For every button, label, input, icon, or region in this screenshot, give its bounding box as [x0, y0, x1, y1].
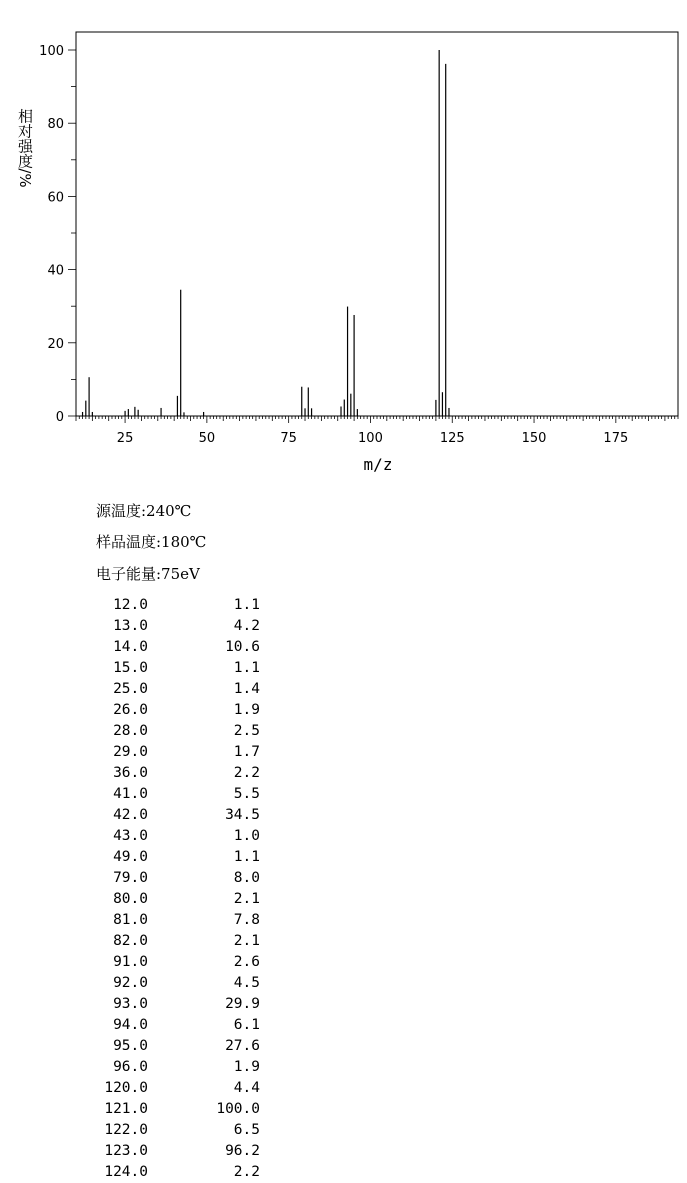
peak-abundance: 1.9 [233, 1059, 260, 1075]
peak-mz: 49.0 [113, 849, 148, 865]
peak-mz: 42.0 [113, 807, 148, 823]
peak-abundance: 1.1 [233, 597, 260, 613]
peak-abundance: 1.0 [233, 828, 260, 844]
table-row [90, 1162, 290, 1183]
peak-mz: 91.0 [113, 954, 148, 970]
peak-mz: 25.0 [113, 681, 148, 697]
peak-abundance: 2.1 [233, 891, 260, 907]
x-tick-label: 25 [116, 431, 134, 446]
peak-mz: 14.0 [113, 639, 148, 655]
table-row [90, 721, 290, 742]
y-tick-label: 100 [39, 44, 64, 59]
table-row [90, 1099, 290, 1120]
peak-abundance: 27.6 [225, 1038, 260, 1054]
y-tick-label: 60 [47, 190, 64, 206]
peak-mz: 41.0 [113, 786, 148, 802]
peak-abundance: 4.5 [233, 975, 260, 991]
peak-abundance: 2.2 [233, 765, 260, 781]
table-row [90, 637, 290, 658]
peak-mz: 123.0 [104, 1143, 148, 1159]
peak-mz: 29.0 [113, 744, 148, 760]
table-row [90, 1036, 290, 1057]
peak-abundance: 2.6 [233, 954, 260, 970]
y-tick-label: 0 [55, 410, 64, 425]
peak-mz: 124.0 [104, 1164, 148, 1180]
peak-abundance: 2.5 [233, 723, 260, 739]
table-row [90, 658, 290, 679]
x-tick-label: 100 [358, 431, 383, 446]
peak-abundance: 1.4 [233, 681, 260, 697]
table-row [90, 868, 290, 889]
table-row [90, 595, 290, 616]
peak-mz: 82.0 [113, 933, 148, 949]
peak-mz: 12.0 [113, 597, 148, 613]
electron-energy: 电子能量:75eV [96, 565, 200, 583]
peak-abundance: 8.0 [233, 870, 260, 886]
x-tick-label: 75 [280, 431, 297, 446]
peak-mz: 80.0 [113, 891, 148, 907]
y-tick-label: 20 [47, 336, 64, 352]
peak-abundance: 6.5 [233, 1122, 260, 1138]
peak-abundance: 96.2 [225, 1143, 260, 1159]
table-row [90, 763, 290, 784]
table-row [90, 1057, 290, 1078]
table-row [90, 931, 290, 952]
peak-abundance: 100.0 [216, 1101, 260, 1117]
peak-abundance: 5.5 [233, 786, 260, 802]
peak-mz: 26.0 [113, 702, 148, 718]
peak-abundance: 1.1 [233, 849, 260, 865]
peak-table [90, 595, 290, 1183]
table-row [90, 784, 290, 805]
y-tick-label: 40 [47, 263, 64, 279]
plot-frame [76, 32, 678, 416]
table-row [90, 679, 290, 700]
x-axis-label: m/z [363, 455, 393, 474]
y-axis-label: 相对强度/% [16, 108, 34, 188]
peak-mz: 28.0 [113, 723, 148, 739]
peak-mz: 120.0 [104, 1080, 148, 1096]
table-row [90, 616, 290, 637]
sample-temperature: 样品温度:180℃ [96, 533, 207, 551]
peak-abundance: 7.8 [233, 912, 260, 928]
peak-mz: 92.0 [113, 975, 148, 991]
peak-abundance: 29.9 [225, 996, 260, 1012]
table-row [90, 700, 290, 721]
peak-mz: 122.0 [104, 1122, 148, 1138]
peak-abundance: 1.1 [233, 660, 260, 676]
peak-mz: 93.0 [113, 996, 148, 1012]
peak-abundance: 1.9 [233, 702, 260, 718]
peak-abundance: 34.5 [225, 807, 260, 823]
peak-mz: 81.0 [113, 912, 148, 928]
table-row [90, 973, 290, 994]
peak-mz: 95.0 [113, 1038, 148, 1054]
table-row [90, 826, 290, 847]
table-row [90, 889, 290, 910]
table-row [90, 1141, 290, 1162]
x-tick-label: 150 [521, 431, 547, 446]
x-tick-label: 50 [198, 431, 216, 446]
table-row [90, 1015, 290, 1036]
table-row [90, 1078, 290, 1099]
table-row [90, 910, 290, 931]
peak-abundance: 4.2 [233, 618, 260, 634]
x-tick-label: 125 [439, 431, 465, 446]
mass-spectrum-chart [0, 0, 687, 480]
peak-abundance: 4.4 [233, 1080, 260, 1096]
table-row [90, 952, 290, 973]
peak-abundance: 10.6 [225, 639, 260, 655]
table-row [90, 742, 290, 763]
peak-mz: 96.0 [113, 1059, 148, 1075]
peak-mz: 94.0 [113, 1017, 148, 1033]
y-tick-label: 80 [47, 117, 64, 133]
table-row [90, 994, 290, 1015]
peak-abundance: 1.7 [233, 744, 260, 760]
peak-abundance: 2.2 [233, 1164, 260, 1180]
x-tick-label: 175 [603, 431, 629, 446]
peak-mz: 43.0 [113, 828, 148, 844]
table-row [90, 805, 290, 826]
peak-mz: 79.0 [113, 870, 148, 886]
peak-abundance: 6.1 [233, 1017, 260, 1033]
peak-mz: 121.0 [104, 1101, 148, 1117]
peak-abundance: 2.1 [233, 933, 260, 949]
peak-mz: 15.0 [113, 660, 148, 676]
peak-mz: 36.0 [113, 765, 148, 781]
peak-mz: 13.0 [113, 618, 148, 634]
table-row [90, 1120, 290, 1141]
source-temperature: 源温度:240℃ [96, 502, 192, 520]
table-row [90, 847, 290, 868]
